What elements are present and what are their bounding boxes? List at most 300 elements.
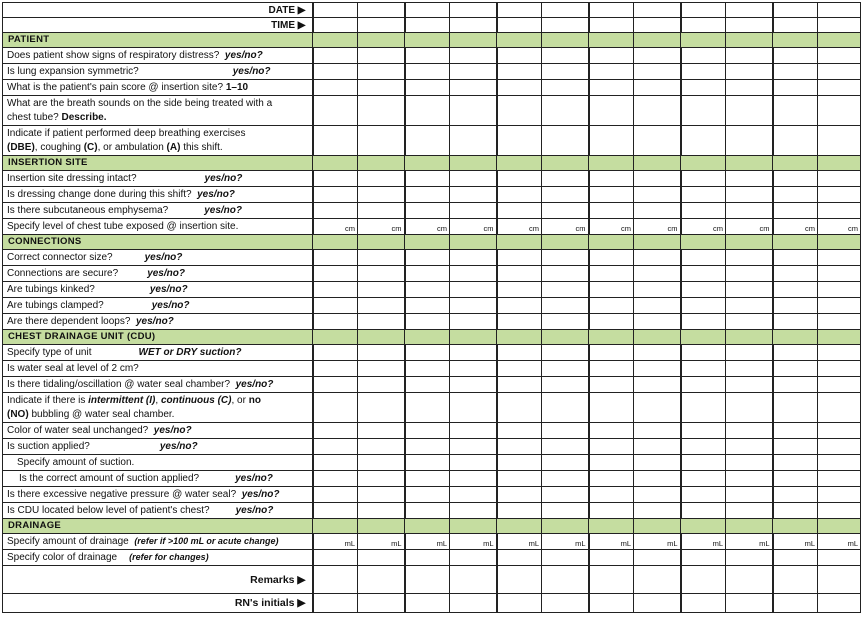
entry-cell[interactable] — [313, 126, 358, 156]
entry-cell[interactable] — [450, 503, 497, 519]
entry-cell[interactable] — [589, 298, 634, 314]
entry-cell[interactable] — [497, 550, 542, 566]
entry-cell[interactable] — [589, 250, 634, 266]
entry-cell[interactable] — [773, 18, 818, 33]
entry-cell[interactable] — [773, 219, 818, 235]
entry-cell[interactable] — [542, 566, 589, 594]
entry-cell[interactable] — [681, 314, 726, 330]
entry-cell[interactable] — [497, 314, 542, 330]
entry-cell[interactable] — [818, 171, 861, 187]
entry-cell[interactable] — [726, 171, 773, 187]
entry-cell[interactable] — [726, 471, 773, 487]
entry-cell[interactable] — [589, 203, 634, 219]
entry-cell[interactable] — [818, 96, 861, 126]
entry-cell[interactable] — [358, 126, 405, 156]
entry-cell[interactable] — [634, 345, 681, 361]
entry-cell[interactable] — [542, 345, 589, 361]
entry-cell[interactable] — [358, 503, 405, 519]
entry-cell[interactable] — [405, 126, 450, 156]
entry-cell[interactable] — [497, 187, 542, 203]
entry-cell[interactable] — [358, 250, 405, 266]
entry-cell[interactable] — [773, 393, 818, 423]
entry-cell[interactable] — [542, 361, 589, 377]
entry-cell[interactable] — [358, 203, 405, 219]
entry-cell[interactable] — [450, 219, 497, 235]
entry-cell[interactable] — [497, 534, 542, 550]
entry-cell[interactable] — [313, 345, 358, 361]
entry-cell[interactable] — [542, 423, 589, 439]
entry-cell[interactable] — [726, 64, 773, 80]
entry-cell[interactable] — [634, 171, 681, 187]
entry-cell[interactable] — [726, 455, 773, 471]
entry-cell[interactable] — [681, 96, 726, 126]
entry-cell[interactable] — [542, 377, 589, 393]
entry-cell[interactable] — [773, 126, 818, 156]
entry-cell[interactable] — [818, 534, 861, 550]
entry-cell[interactable] — [634, 314, 681, 330]
entry-cell[interactable] — [773, 3, 818, 18]
entry-cell[interactable] — [681, 80, 726, 96]
entry-cell[interactable] — [450, 393, 497, 423]
entry-cell[interactable] — [634, 423, 681, 439]
entry-cell[interactable] — [358, 534, 405, 550]
entry-cell[interactable] — [542, 282, 589, 298]
entry-cell[interactable] — [818, 550, 861, 566]
entry-cell[interactable] — [450, 80, 497, 96]
entry-cell[interactable] — [450, 48, 497, 64]
entry-cell[interactable] — [818, 345, 861, 361]
entry-cell[interactable] — [405, 361, 450, 377]
entry-cell[interactable] — [634, 187, 681, 203]
entry-cell[interactable] — [497, 18, 542, 33]
entry-cell[interactable] — [358, 345, 405, 361]
entry-cell[interactable] — [313, 64, 358, 80]
entry-cell[interactable] — [405, 377, 450, 393]
entry-cell[interactable] — [773, 439, 818, 455]
entry-cell[interactable] — [773, 487, 818, 503]
entry-cell[interactable] — [450, 266, 497, 282]
entry-cell[interactable] — [450, 423, 497, 439]
entry-cell[interactable] — [634, 594, 681, 613]
entry-cell[interactable] — [818, 393, 861, 423]
entry-cell[interactable] — [542, 594, 589, 613]
entry-cell[interactable] — [773, 503, 818, 519]
entry-cell[interactable] — [313, 171, 358, 187]
entry-cell[interactable] — [589, 345, 634, 361]
entry-cell[interactable] — [313, 423, 358, 439]
entry-cell[interactable] — [542, 187, 589, 203]
entry-cell[interactable] — [313, 187, 358, 203]
entry-cell[interactable] — [726, 377, 773, 393]
entry-cell[interactable] — [450, 455, 497, 471]
entry-cell[interactable] — [818, 219, 861, 235]
entry-cell[interactable] — [681, 534, 726, 550]
entry-cell[interactable] — [405, 439, 450, 455]
entry-cell[interactable] — [313, 314, 358, 330]
entry-cell[interactable] — [313, 550, 358, 566]
entry-cell[interactable] — [634, 48, 681, 64]
entry-cell[interactable] — [681, 266, 726, 282]
entry-cell[interactable] — [358, 80, 405, 96]
entry-cell[interactable] — [634, 96, 681, 126]
entry-cell[interactable] — [818, 250, 861, 266]
entry-cell[interactable] — [358, 219, 405, 235]
entry-cell[interactable] — [405, 64, 450, 80]
entry-cell[interactable] — [313, 471, 358, 487]
entry-cell[interactable] — [405, 345, 450, 361]
entry-cell[interactable] — [726, 534, 773, 550]
entry-cell[interactable] — [542, 487, 589, 503]
entry-cell[interactable] — [542, 64, 589, 80]
entry-cell[interactable] — [726, 550, 773, 566]
entry-cell[interactable] — [818, 282, 861, 298]
entry-cell[interactable] — [818, 439, 861, 455]
entry-cell[interactable] — [773, 250, 818, 266]
entry-cell[interactable] — [773, 298, 818, 314]
entry-cell[interactable] — [405, 266, 450, 282]
entry-cell[interactable] — [450, 96, 497, 126]
entry-cell[interactable] — [726, 566, 773, 594]
entry-cell[interactable] — [405, 503, 450, 519]
entry-cell[interactable] — [773, 314, 818, 330]
entry-cell[interactable] — [497, 3, 542, 18]
entry-cell[interactable] — [681, 423, 726, 439]
entry-cell[interactable] — [313, 566, 358, 594]
entry-cell[interactable] — [405, 550, 450, 566]
entry-cell[interactable] — [681, 471, 726, 487]
entry-cell[interactable] — [405, 487, 450, 503]
entry-cell[interactable] — [405, 219, 450, 235]
entry-cell[interactable] — [681, 203, 726, 219]
entry-cell[interactable] — [681, 487, 726, 503]
entry-cell[interactable] — [405, 455, 450, 471]
entry-cell[interactable] — [450, 187, 497, 203]
entry-cell[interactable] — [589, 171, 634, 187]
entry-cell[interactable] — [405, 48, 450, 64]
entry-cell[interactable] — [313, 3, 358, 18]
entry-cell[interactable] — [681, 594, 726, 613]
entry-cell[interactable] — [542, 171, 589, 187]
entry-cell[interactable] — [405, 3, 450, 18]
entry-cell[interactable] — [542, 534, 589, 550]
entry-cell[interactable] — [313, 298, 358, 314]
entry-cell[interactable] — [818, 203, 861, 219]
entry-cell[interactable] — [681, 171, 726, 187]
entry-cell[interactable] — [726, 203, 773, 219]
entry-cell[interactable] — [542, 455, 589, 471]
entry-cell[interactable] — [358, 439, 405, 455]
entry-cell[interactable] — [313, 534, 358, 550]
entry-cell[interactable] — [818, 126, 861, 156]
entry-cell[interactable] — [726, 423, 773, 439]
entry-cell[interactable] — [589, 439, 634, 455]
entry-cell[interactable] — [497, 282, 542, 298]
entry-cell[interactable] — [313, 439, 358, 455]
entry-cell[interactable] — [450, 487, 497, 503]
entry-cell[interactable] — [634, 361, 681, 377]
entry-cell[interactable] — [634, 487, 681, 503]
entry-cell[interactable] — [726, 219, 773, 235]
entry-cell[interactable] — [497, 503, 542, 519]
entry-cell[interactable] — [681, 503, 726, 519]
entry-cell[interactable] — [726, 361, 773, 377]
entry-cell[interactable] — [773, 471, 818, 487]
entry-cell[interactable] — [358, 266, 405, 282]
entry-cell[interactable] — [681, 566, 726, 594]
entry-cell[interactable] — [542, 471, 589, 487]
entry-cell[interactable] — [818, 594, 861, 613]
entry-cell[interactable] — [542, 266, 589, 282]
entry-cell[interactable] — [542, 48, 589, 64]
entry-cell[interactable] — [726, 487, 773, 503]
entry-cell[interactable] — [818, 298, 861, 314]
entry-cell[interactable] — [405, 314, 450, 330]
entry-cell[interactable] — [405, 96, 450, 126]
entry-cell[interactable] — [589, 534, 634, 550]
entry-cell[interactable] — [450, 18, 497, 33]
entry-cell[interactable] — [497, 361, 542, 377]
entry-cell[interactable] — [726, 187, 773, 203]
entry-cell[interactable] — [542, 250, 589, 266]
entry-cell[interactable] — [726, 96, 773, 126]
entry-cell[interactable] — [726, 298, 773, 314]
entry-cell[interactable] — [726, 126, 773, 156]
entry-cell[interactable] — [358, 171, 405, 187]
entry-cell[interactable] — [773, 48, 818, 64]
entry-cell[interactable] — [450, 64, 497, 80]
entry-cell[interactable] — [497, 48, 542, 64]
entry-cell[interactable] — [773, 361, 818, 377]
entry-cell[interactable] — [818, 266, 861, 282]
entry-cell[interactable] — [634, 266, 681, 282]
entry-cell[interactable] — [589, 423, 634, 439]
entry-cell[interactable] — [358, 64, 405, 80]
entry-cell[interactable] — [313, 48, 358, 64]
entry-cell[interactable] — [313, 361, 358, 377]
entry-cell[interactable] — [450, 345, 497, 361]
entry-cell[interactable] — [497, 219, 542, 235]
entry-cell[interactable] — [634, 3, 681, 18]
entry-cell[interactable] — [726, 266, 773, 282]
entry-cell[interactable] — [681, 282, 726, 298]
entry-cell[interactable] — [542, 503, 589, 519]
entry-cell[interactable] — [726, 439, 773, 455]
entry-cell[interactable] — [497, 266, 542, 282]
entry-cell[interactable] — [818, 423, 861, 439]
entry-cell[interactable] — [497, 96, 542, 126]
entry-cell[interactable] — [497, 250, 542, 266]
entry-cell[interactable] — [818, 377, 861, 393]
entry-cell[interactable] — [773, 423, 818, 439]
entry-cell[interactable] — [726, 503, 773, 519]
entry-cell[interactable] — [818, 48, 861, 64]
entry-cell[interactable] — [634, 566, 681, 594]
entry-cell[interactable] — [405, 250, 450, 266]
entry-cell[interactable] — [450, 361, 497, 377]
entry-cell[interactable] — [681, 345, 726, 361]
entry-cell[interactable] — [497, 455, 542, 471]
entry-cell[interactable] — [681, 377, 726, 393]
entry-cell[interactable] — [358, 298, 405, 314]
entry-cell[interactable] — [818, 187, 861, 203]
entry-cell[interactable] — [589, 503, 634, 519]
entry-cell[interactable] — [634, 377, 681, 393]
entry-cell[interactable] — [773, 534, 818, 550]
entry-cell[interactable] — [773, 203, 818, 219]
entry-cell[interactable] — [726, 18, 773, 33]
entry-cell[interactable] — [589, 377, 634, 393]
entry-cell[interactable] — [681, 64, 726, 80]
entry-cell[interactable] — [405, 187, 450, 203]
entry-cell[interactable] — [450, 203, 497, 219]
entry-cell[interactable] — [405, 566, 450, 594]
entry-cell[interactable] — [358, 393, 405, 423]
entry-cell[interactable] — [405, 594, 450, 613]
entry-cell[interactable] — [634, 550, 681, 566]
entry-cell[interactable] — [542, 298, 589, 314]
entry-cell[interactable] — [589, 48, 634, 64]
entry-cell[interactable] — [405, 423, 450, 439]
entry-cell[interactable] — [589, 471, 634, 487]
entry-cell[interactable] — [542, 126, 589, 156]
entry-cell[interactable] — [681, 18, 726, 33]
entry-cell[interactable] — [726, 314, 773, 330]
entry-cell[interactable] — [313, 96, 358, 126]
entry-cell[interactable] — [726, 80, 773, 96]
entry-cell[interactable] — [450, 377, 497, 393]
entry-cell[interactable] — [589, 282, 634, 298]
entry-cell[interactable] — [773, 455, 818, 471]
entry-cell[interactable] — [497, 298, 542, 314]
entry-cell[interactable] — [497, 566, 542, 594]
entry-cell[interactable] — [450, 3, 497, 18]
entry-cell[interactable] — [497, 171, 542, 187]
entry-cell[interactable] — [313, 377, 358, 393]
entry-cell[interactable] — [450, 282, 497, 298]
entry-cell[interactable] — [358, 487, 405, 503]
entry-cell[interactable] — [405, 203, 450, 219]
entry-cell[interactable] — [358, 314, 405, 330]
entry-cell[interactable] — [681, 250, 726, 266]
entry-cell[interactable] — [358, 187, 405, 203]
entry-cell[interactable] — [681, 3, 726, 18]
entry-cell[interactable] — [450, 534, 497, 550]
entry-cell[interactable] — [634, 282, 681, 298]
entry-cell[interactable] — [681, 48, 726, 64]
entry-cell[interactable] — [497, 64, 542, 80]
entry-cell[interactable] — [589, 550, 634, 566]
entry-cell[interactable] — [773, 171, 818, 187]
entry-cell[interactable] — [450, 550, 497, 566]
entry-cell[interactable] — [358, 594, 405, 613]
entry-cell[interactable] — [313, 503, 358, 519]
entry-cell[interactable] — [634, 503, 681, 519]
entry-cell[interactable] — [818, 18, 861, 33]
entry-cell[interactable] — [358, 282, 405, 298]
entry-cell[interactable] — [589, 487, 634, 503]
entry-cell[interactable] — [681, 439, 726, 455]
entry-cell[interactable] — [497, 377, 542, 393]
entry-cell[interactable] — [497, 594, 542, 613]
entry-cell[interactable] — [589, 18, 634, 33]
entry-cell[interactable] — [681, 393, 726, 423]
entry-cell[interactable] — [450, 298, 497, 314]
entry-cell[interactable] — [542, 203, 589, 219]
entry-cell[interactable] — [726, 3, 773, 18]
entry-cell[interactable] — [497, 423, 542, 439]
entry-cell[interactable] — [450, 250, 497, 266]
entry-cell[interactable] — [634, 219, 681, 235]
entry-cell[interactable] — [634, 298, 681, 314]
entry-cell[interactable] — [497, 487, 542, 503]
entry-cell[interactable] — [634, 18, 681, 33]
entry-cell[interactable] — [589, 266, 634, 282]
entry-cell[interactable] — [313, 594, 358, 613]
entry-cell[interactable] — [313, 266, 358, 282]
entry-cell[interactable] — [589, 566, 634, 594]
entry-cell[interactable] — [450, 314, 497, 330]
entry-cell[interactable] — [497, 393, 542, 423]
entry-cell[interactable] — [818, 3, 861, 18]
entry-cell[interactable] — [589, 80, 634, 96]
entry-cell[interactable] — [497, 126, 542, 156]
entry-cell[interactable] — [726, 250, 773, 266]
entry-cell[interactable] — [634, 393, 681, 423]
entry-cell[interactable] — [405, 18, 450, 33]
entry-cell[interactable] — [589, 3, 634, 18]
entry-cell[interactable] — [589, 96, 634, 126]
entry-cell[interactable] — [818, 361, 861, 377]
entry-cell[interactable] — [726, 345, 773, 361]
entry-cell[interactable] — [681, 455, 726, 471]
entry-cell[interactable] — [542, 80, 589, 96]
entry-cell[interactable] — [497, 80, 542, 96]
entry-cell[interactable] — [773, 594, 818, 613]
entry-cell[interactable] — [405, 80, 450, 96]
entry-cell[interactable] — [405, 282, 450, 298]
entry-cell[interactable] — [681, 550, 726, 566]
entry-cell[interactable] — [634, 471, 681, 487]
entry-cell[interactable] — [405, 298, 450, 314]
entry-cell[interactable] — [542, 439, 589, 455]
entry-cell[interactable] — [634, 203, 681, 219]
entry-cell[interactable] — [358, 550, 405, 566]
entry-cell[interactable] — [818, 80, 861, 96]
entry-cell[interactable] — [405, 393, 450, 423]
entry-cell[interactable] — [726, 393, 773, 423]
entry-cell[interactable] — [818, 455, 861, 471]
entry-cell[interactable] — [634, 455, 681, 471]
entry-cell[interactable] — [773, 187, 818, 203]
entry-cell[interactable] — [313, 282, 358, 298]
entry-cell[interactable] — [818, 566, 861, 594]
entry-cell[interactable] — [542, 3, 589, 18]
entry-cell[interactable] — [726, 594, 773, 613]
entry-cell[interactable] — [634, 250, 681, 266]
entry-cell[interactable] — [773, 377, 818, 393]
entry-cell[interactable] — [313, 393, 358, 423]
entry-cell[interactable] — [313, 487, 358, 503]
entry-cell[interactable] — [726, 282, 773, 298]
entry-cell[interactable] — [589, 361, 634, 377]
entry-cell[interactable] — [634, 126, 681, 156]
entry-cell[interactable] — [542, 550, 589, 566]
entry-cell[interactable] — [634, 534, 681, 550]
entry-cell[interactable] — [358, 455, 405, 471]
entry-cell[interactable] — [313, 455, 358, 471]
entry-cell[interactable] — [497, 345, 542, 361]
entry-cell[interactable] — [681, 126, 726, 156]
